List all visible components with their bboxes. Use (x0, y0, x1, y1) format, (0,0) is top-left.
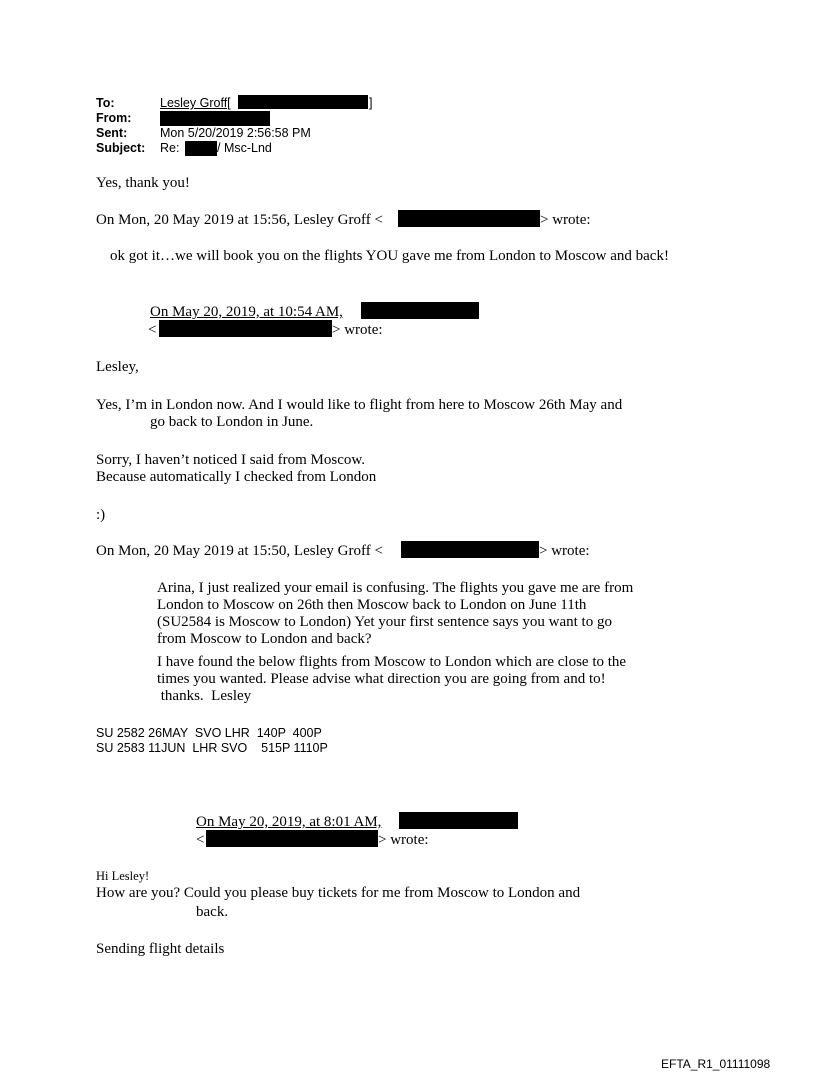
bates-number: EFTA_R1_01111098 (661, 1057, 771, 1071)
redaction-block (401, 541, 539, 558)
message-line: Sorry, I haven’t noticed I said from Moscow. (96, 452, 365, 468)
message-line: go back to London in June. (150, 414, 314, 430)
message-line: Sending flight details (96, 941, 225, 957)
quote-line: times you wanted. Please advise what direction you are going from and to! (157, 671, 606, 687)
quote-body: ok got it…we will book you on the flights YOU gave me from London to Moscow and back! (110, 248, 669, 264)
sent-value: Mon 5/20/2019 2:56:58 PM (160, 126, 311, 140)
message-line: :) (96, 507, 106, 523)
message-line: How are you? Could you please buy tickets for me from Moscow to London and (96, 885, 581, 901)
quote-header: On Mon, 20 May 2019 at 15:50, Lesley Groff < (96, 543, 383, 559)
quote-line: from Moscow to London and back? (157, 631, 372, 647)
redaction-block (160, 111, 270, 126)
subject-re: Re: (160, 141, 180, 155)
flight-row: SU 2582 26MAY SVO LHR 140P 400P (96, 726, 322, 740)
flight-row: SU 2583 11JUN LHR SVO 515P 1110P (96, 741, 328, 755)
to-close-bracket: ] (369, 96, 373, 110)
redaction-block (206, 830, 378, 847)
message-line: back. (196, 904, 229, 920)
redaction-block (398, 210, 540, 227)
quote-header-open: < (148, 322, 157, 338)
message-greeting: Hi Lesley! (96, 869, 150, 883)
subject-label: Subject: (96, 141, 146, 155)
to-label: To: (96, 96, 115, 110)
to-value: Lesley Groff[ (160, 96, 231, 110)
redaction-block (159, 320, 332, 337)
quote-header-suffix: > wrote: (540, 212, 591, 228)
quote-header-suffix: > wrote: (378, 832, 429, 848)
quote-line: Arina, I just realized your email is confusing. The flights you gave me are from (157, 580, 634, 596)
redaction-block (185, 141, 217, 156)
quote-header: On May 20, 2019, at 10:54 AM, (150, 304, 343, 320)
quote-header: On May 20, 2019, at 8:01 AM, (196, 814, 382, 830)
redaction-block (238, 95, 368, 109)
quote-header-suffix: > wrote: (332, 322, 383, 338)
message-line: Because automatically I checked from London (96, 469, 377, 485)
message-line: Yes, I’m in London now. And I would like to flight from here to Moscow 26th May and (96, 397, 623, 413)
quote-line: thanks. Lesley (157, 688, 252, 704)
from-label: From: (96, 111, 132, 125)
subject-rest: / Msc-Lnd (217, 141, 272, 155)
redaction-block (361, 302, 479, 319)
quote-line: I have found the below flights from Moscow to London which are close to the (157, 654, 627, 670)
reply-text: Yes, thank you! (96, 175, 190, 191)
quote-line: (SU2584 is Moscow to London) Yet your first sentence says you want to go (157, 614, 612, 630)
quote-header: On Mon, 20 May 2019 at 15:56, Lesley Groff < (96, 212, 383, 228)
message-greeting: Lesley, (96, 359, 139, 375)
quote-header-suffix: > wrote: (539, 543, 590, 559)
redaction-block (399, 812, 518, 829)
quote-line: London to Moscow on 26th then Moscow back to London on June 11th (157, 597, 587, 613)
quote-header-open: < (196, 832, 205, 848)
sent-label: Sent: (96, 126, 128, 140)
